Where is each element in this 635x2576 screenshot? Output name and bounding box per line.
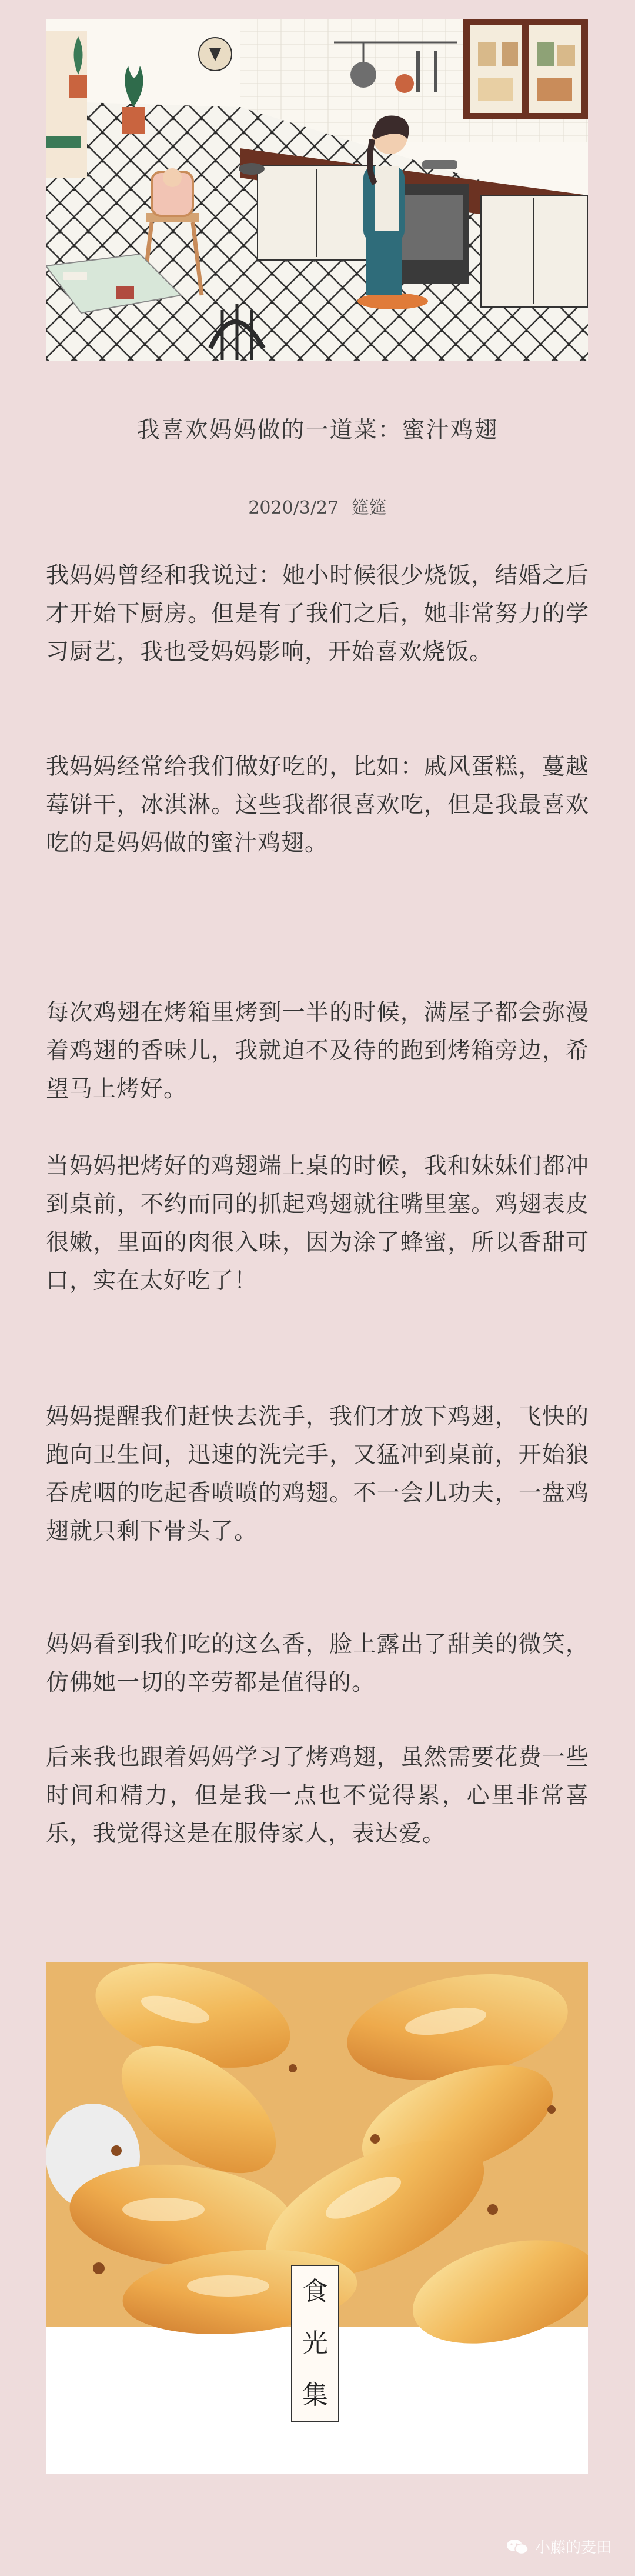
paragraph-1: 我妈妈曾经和我说过：她小时候很少烧饭，结婚之后才开始下厨房。但是有了我们之后，她非常努力的学习厨艺，我也受妈妈影响，开始喜欢烧饭。 <box>46 562 589 665</box>
account-watermark <box>506 2535 611 2557</box>
seal-char-1: 食 <box>302 2277 328 2307</box>
kitchen-illustration <box>46 19 588 361</box>
paragraph-4: 当妈妈把烤好的鸡翅端上桌的时候，我和妹妹们都冲到桌前，不约而同的抓起鸡翅就往嘴里塞。鸡翅表皮很嫩，里面的肉很入味，因为涂了蜂蜜，所以香甜可口，实在太好吃了！ <box>46 1153 589 1294</box>
article-meta <box>0 493 635 519</box>
article-title: 我喜欢妈妈做的一道菜：蜜汁鸡翅 <box>136 417 499 444</box>
watermark-text: 小藤的麦田 <box>534 2539 611 2557</box>
paragraph-7: 后来我也跟着妈妈学习了烤鸡翅，虽然需要花费一些时间和精力，但是我一点也不觉得累，心里非常喜乐，我觉得这是在服侍家人，表达爱。 <box>46 1744 589 1847</box>
wechat-icon <box>506 2538 529 2555</box>
food-brand-seal <box>291 2265 339 2422</box>
paragraph-2: 我妈妈经常给我们做好吃的，比如：戚风蛋糕，蔓越莓饼干，冰淇淋。这些我都很喜欢吃，但是我最喜欢吃的是妈妈做的蜜汁鸡翅。 <box>46 754 589 857</box>
paragraph-5: 妈妈提醒我们赶快去洗手，我们才放下鸡翅，飞快的跑向卫生间，迅速的洗完手，又猛冲到桌前，开始狼吞虎咽的吃起香喷喷的鸡翅。不一会儿功夫，一盘鸡翅就只剩下骨头了。 <box>46 1404 589 1545</box>
article-date: 2020/3/27 <box>248 498 339 518</box>
article-author: 筵筵 <box>351 498 387 518</box>
seal-char-2: 光 <box>302 2328 328 2358</box>
seal-char-3: 集 <box>302 2380 328 2410</box>
paragraph-6: 妈妈看到我们吃的这么香，脸上露出了甜美的微笑，仿佛她一切的辛劳都是值得的。 <box>46 1631 589 1696</box>
paragraph-3: 每次鸡翅在烤箱里烤到一半的时候，满屋子都会弥漫着鸡翅的香味儿，我就迫不及待的跑到烤箱旁边，希望马上烤好。 <box>46 999 589 1102</box>
